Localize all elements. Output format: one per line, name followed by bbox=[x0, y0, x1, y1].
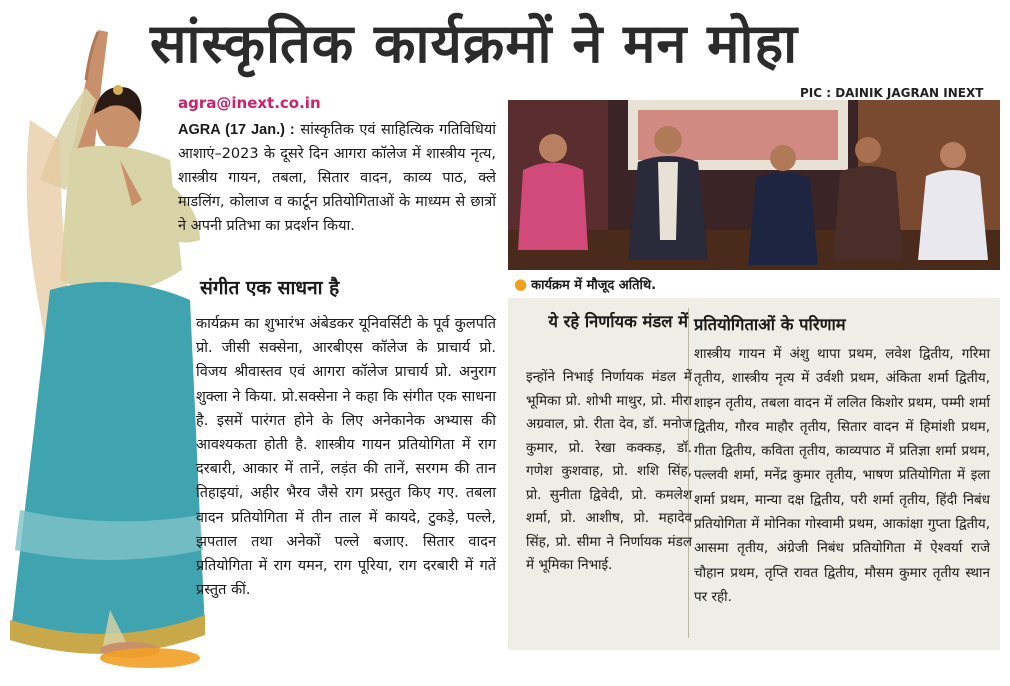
intro-paragraph bbox=[178, 118, 496, 238]
body-text: कार्यक्रम का शुभारंभ अंबेडकर यूनिवर्सिटी के पूर्व कुलपति प्रो. जीसी सक्सेना, आरबीएस कॉलेज के प्राचार्य प्रो. विजय श्रीवास्तव एवं आगरा कॉलेज प्राचार्य प्रो. अनुराग शुक्ला ने किया. प्रो.सक्सेना ने कहा कि संगीत एक साधना है. इसमें पारंगत होने के लिए अनेकानेक अभ्यास की आवश्यकता होती है. शास्त्रीय गायन प्रतियोगिता में राग दरबारी, आकार में तानें, लड़ंत की तानें, सरगम की तान तिहाइयां, अहीर भैरव जैसे राग प्रस्तुत किए गए. तबला वादन प्रतियोगिता में तीन ताल में कायदे, टुकड़े, पल्ले, झपताल तथा अनेकों पल्ले बजाए. सितार वादन प्रतियोगिता में राग यमन, राग पूरिया, राग दरबारी में गतें प्रस्तुत कीं. bbox=[196, 316, 496, 599]
headline: सांस्कृतिक कार्यक्रमों ने मन मोहा bbox=[150, 12, 799, 75]
event-photo bbox=[508, 100, 1000, 270]
judges-text: इन्होंने निभाई निर्णायक मंडल में भूमिका प्रो. शोभी माथुर, प्रो. मीरा अग्रवाल, प्रो. रीता देव, डॉ. मनोज कुमार, प्रो. रेखा कक्कड़, डॉ. गणेश कुशवाह, प्रो. शशि सिंह, प्रो. सुनीता द्विवेदी, प्रो. कमलेश शर्मा, प्रो. आशीष, प्रो. महादेव सिंह, प्रो. सीमा ने निर्णायक मंडल में भूमिका निभाई. bbox=[526, 369, 692, 573]
dateline: AGRA (17 Jan.) : bbox=[178, 122, 295, 138]
judges-heading: ये रहे निर्णायक मंडल में bbox=[548, 312, 688, 331]
results-heading: प्रतियोगिताओं के परिणाम bbox=[694, 315, 846, 334]
bullet-icon: ● bbox=[514, 275, 528, 293]
section-subhead: संगीत एक साधना है bbox=[200, 277, 340, 299]
photo-caption-text: कार्यक्रम में मौजूद अतिथि. bbox=[531, 278, 657, 293]
reporter-email[interactable]: agra@inext.co.in bbox=[178, 94, 321, 112]
photo-caption bbox=[508, 272, 694, 296]
results-text: शास्त्रीय गायन में अंशु थापा प्रथम, लवेश द्वितीय, गरिमा तृतीय, शास्त्रीय नृत्य में उर्वशी प्रथम, अंकिता शर्मा द्वितीय, शाइन तृतीय, तबला वादन में ललित किशोर प्रथम, पम्मी शर्मा द्वितीय, गौरव माहौर तृतीय, सितार वादन में हिमांशी प्रथम, गीता द्वितीय, कविता तृतीय, काव्यपाठ में प्रतिज्ञा शर्मा प्रथम, पल्लवी शर्मा, मनेंद्र कुमार तृतीय, भाषण प्रतियोगिता में इला शर्मा प्रथम, मान्या दक्ष द्वितीय, परी शर्मा तृतीय, हिंदी निबंध प्रतियोगिता में मोनिका गोस्वामी प्रथम, आकांक्षा गुप्ता द्वितीय, आसमा तृतीय, अंग्रेजी निबंध प्रतियोगिता में ऐश्वर्या राजे चौहान प्रथम, तृप्ति रावत द्वितीय, मौसम कुमार तृतीय स्थान पर रही. bbox=[694, 346, 990, 605]
pic-credit: PIC : DAINIK JAGRAN INEXT bbox=[800, 86, 984, 100]
intro-text: सांस्कृतिक एवं साहित्यिक गतिविधियां आशाएं–2023 के दूसरे दिन आगरा कॉलेज में शास्त्रीय नृत्य, शास्त्रीय गायन, तबला, सितार वादन, काव्य पाठ, क्ले माडलिंग, कोलाज व कार्टून प्रतियोगिताओं के माध्यम से छात्रों ने अपनी प्रतिभा का प्रदर्शन किया. bbox=[178, 122, 496, 234]
